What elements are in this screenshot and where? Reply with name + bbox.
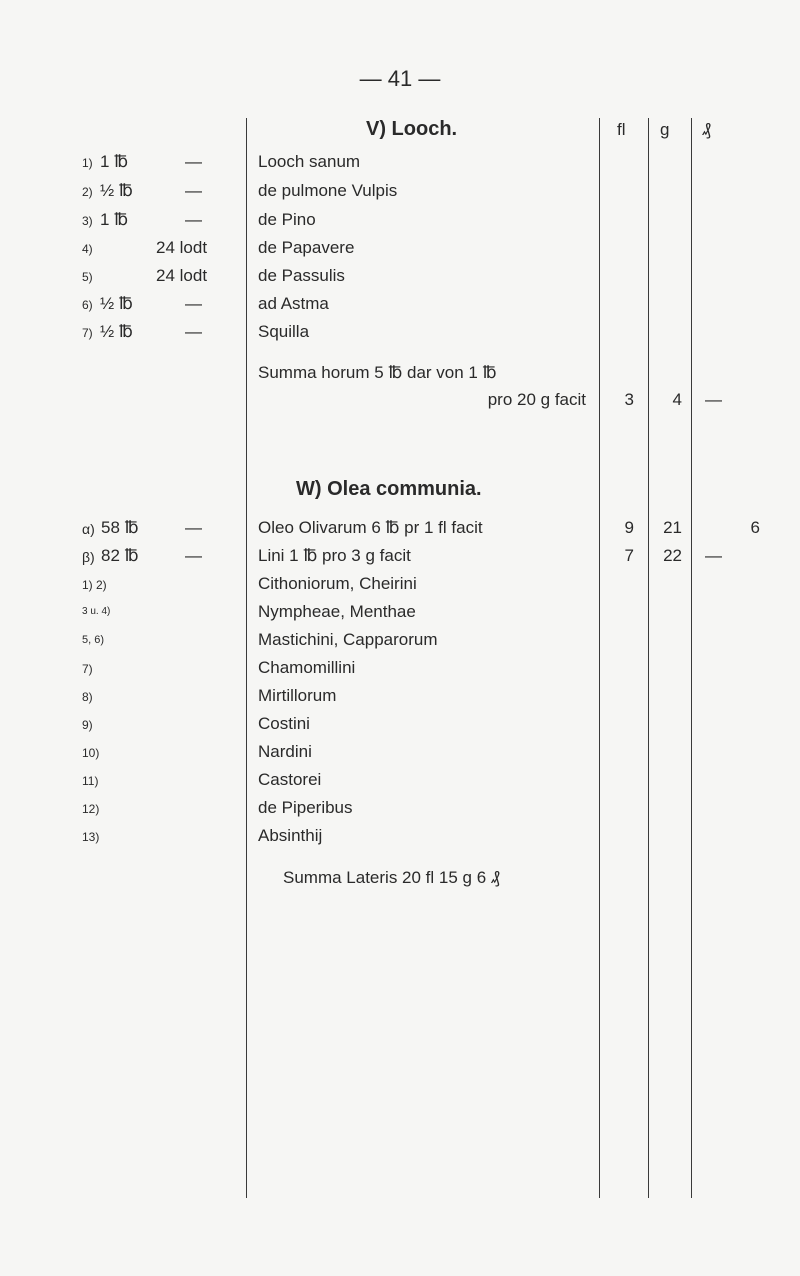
row-name: Mirtillorum	[258, 686, 337, 705]
row-name: de Piperibus	[258, 798, 353, 817]
row-name: Mastichini, Capparorum	[258, 630, 438, 649]
row-qty: ½ ℔	[100, 322, 133, 341]
row-ref: 12)	[82, 802, 100, 816]
row-name: Castorei	[258, 770, 322, 789]
row-ref: 11)	[82, 774, 99, 788]
row-name: ad Astma	[258, 294, 329, 313]
summa-horum-line1: Summa horum 5 ℔ dar von 1 ℔	[258, 363, 497, 382]
row-name: Costini	[258, 714, 310, 733]
row-weight: 24 lodt	[156, 266, 208, 285]
row-name: Cithoniorum, Cheirini	[258, 574, 417, 593]
row-ref: 4)	[82, 242, 93, 256]
row-name: Lini 1 ℔ pro 3 g facit	[258, 546, 411, 565]
row-ref: 6)	[82, 298, 93, 312]
row-name: Nympheae, Menthae	[258, 602, 416, 621]
column-rule-left	[246, 118, 247, 1198]
summa-horum-line2: pro 20 g facit	[487, 390, 586, 409]
column-rule-d	[691, 118, 692, 1198]
row-qty: ½ ℔	[100, 181, 133, 200]
row-ref: 9)	[82, 718, 93, 732]
row-ref: 7)	[82, 326, 93, 340]
row-name: Nardini	[258, 742, 312, 761]
row-ref: α)	[82, 521, 95, 537]
row-weight: —	[185, 210, 202, 229]
row-qty: ½ ℔	[100, 294, 133, 313]
row-name: Looch sanum	[258, 152, 361, 171]
row-ref: 2)	[82, 185, 93, 199]
row-qty: 82 ℔	[101, 546, 139, 565]
row-g: 22	[663, 546, 682, 565]
row-weight: —	[185, 546, 202, 565]
column-header-g: g	[660, 120, 670, 139]
row-weight: —	[185, 294, 202, 313]
row-name: de pulmone Vulpis	[258, 181, 398, 200]
section-title: V) Looch.	[366, 118, 458, 140]
row-ref: 7)	[82, 662, 93, 676]
row-weight: —	[185, 181, 202, 200]
row-d: —	[705, 546, 722, 565]
summa-lateris: Summa Lateris 20 fl 15 g 6 ₰	[283, 868, 500, 887]
row-name: de Pino	[258, 210, 316, 229]
column-header-fl: fl	[617, 120, 626, 139]
section-title: W) Olea communia.	[296, 478, 482, 500]
summa-horum-d: —	[705, 390, 722, 409]
row-name: de Papavere	[258, 238, 355, 257]
column-rule-g	[648, 118, 649, 1198]
summa-horum-g: 4	[672, 390, 682, 409]
row-name: Chamomillini	[258, 658, 356, 677]
row-ref: 8)	[82, 690, 93, 704]
row-ref: β)	[82, 549, 95, 565]
row-fl: 9	[624, 518, 634, 537]
row-ref: 1)	[82, 156, 93, 170]
row-ref: 3 u. 4)	[82, 606, 111, 617]
row-d: 6	[750, 518, 760, 537]
row-weight: —	[185, 518, 202, 537]
row-qty: 58 ℔	[101, 518, 139, 537]
row-ref: 10)	[82, 746, 100, 760]
row-fl: 7	[624, 546, 634, 565]
row-ref: 3)	[82, 214, 93, 228]
row-name: Absinthij	[258, 826, 323, 845]
row-ref: 5, 6)	[82, 634, 105, 646]
row-qty: 1 ℔	[100, 210, 129, 229]
row-qty: 1 ℔	[100, 152, 129, 171]
row-name: Oleo Olivarum 6 ℔ pr 1 fl facit	[258, 518, 483, 537]
row-weight: —	[185, 322, 202, 341]
row-name: de Passulis	[258, 266, 345, 285]
row-ref: 1) 2)	[82, 578, 107, 592]
row-weight: 24 lodt	[156, 238, 208, 257]
page-number: — 41 —	[359, 66, 441, 91]
column-header-d: ₰	[702, 120, 711, 139]
row-g: 21	[663, 518, 682, 537]
column-rule-fl	[599, 118, 600, 1198]
row-ref: 13)	[82, 830, 100, 844]
row-weight: —	[185, 152, 202, 171]
summa-horum-fl: 3	[624, 390, 634, 409]
row-ref: 5)	[82, 270, 93, 284]
row-name: Squilla	[258, 322, 310, 341]
